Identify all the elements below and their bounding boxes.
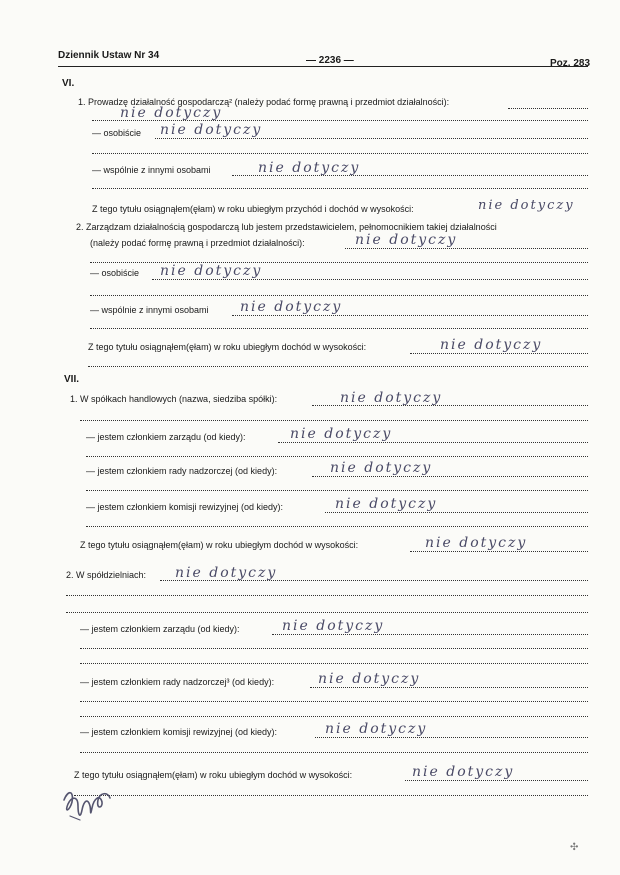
vii-2-question: 2. W spółdzielniach: [66,570,147,580]
answer-line [232,175,588,176]
answer-line [410,551,588,552]
answer-line [310,687,588,688]
answer-line [74,795,588,796]
header-rule [58,66,588,67]
vi-1-income-label: Z tego tytułu osiągnąłem(ęłam) w roku ubiegłym przychód i dochód w wysokości: [92,204,414,214]
vii-2-rada-answer: nie dotyczy [318,671,421,687]
answer-line [86,526,588,527]
vii-1-answer: nie dotyczy [340,390,443,406]
answer-line [345,248,588,249]
answer-line [80,648,588,649]
answer-line [155,138,588,139]
answer-line [410,353,588,354]
answer-line [92,120,588,121]
vii-1-rada-answer: nie dotyczy [330,460,433,476]
vii-1-zarzad-answer: nie dotyczy [290,426,393,442]
answer-line [278,442,588,443]
vii-1-zarzad-label: — jestem członkiem zarządu (od kiedy): [86,432,246,442]
section-vii-label: VII. [64,374,80,385]
vii-2-rada-label: — jestem członkiem rady nadzorczej³ (od kiedy): [80,677,275,687]
position-number: Poz. 283 [550,58,591,69]
vi-2-wspolnie-label: — wspólnie z innymi osobami [90,305,209,315]
vi-1-income-answer: nie dotyczy [478,198,575,213]
answer-line [405,780,588,781]
answer-line [66,612,588,613]
answer-line [160,580,588,581]
vi-2-osobiscie-answer: nie dotyczy [160,263,263,279]
vii-2-income-label: Z tego tytułu osiągnąłem(ęłam) w roku ubiegłym dochód w wysokości: [74,770,353,780]
answer-line [88,366,588,367]
vii-1-komisja-label: — jestem członkiem komisji rewizyjnej (od kiedy): [86,502,284,512]
vi-1-wspolnie-answer: nie dotyczy [258,160,361,176]
vi-2-income-label: Z tego tytułu osiągnąłem(ęłam) w roku ubiegłym dochód w wysokości: [88,342,367,352]
answer-line [80,716,588,717]
answer-line [325,512,588,513]
page-number: — 2236 — [306,55,354,66]
vi-1-wspolnie-label: — wspólnie z innymi osobami [92,165,211,175]
signature-icon [60,780,120,825]
answer-line [80,752,588,753]
vii-2-zarzad-answer: nie dotyczy [282,618,385,634]
answer-line [90,328,588,329]
answer-line [66,595,588,596]
answer-line [92,153,588,154]
answer-line [272,634,588,635]
vi-2-answer: nie dotyczy [355,232,458,248]
vii-2-zarzad-label: — jestem członkiem zarządu (od kiedy): [80,624,240,634]
answer-line [80,420,588,421]
vi-2-question-line2: (należy podać formę prawną i przedmiot działalności): [90,238,305,248]
answer-line [86,456,588,457]
vii-2-answer: nie dotyczy [175,565,278,581]
answer-line [86,490,588,491]
vi-2-osobiscie-label: — osobiście [90,268,140,278]
vii-2-income-answer: nie dotyczy [412,764,515,780]
section-vi-label: VI. [62,78,75,89]
vii-1-rada-label: — jestem członkiem rady nadzorczej (od kiedy): [86,466,278,476]
vii-1-question: 1. W spółkach handlowych (nazwa, siedziba spółki): [70,394,278,404]
vi-1-answer: nie dotyczy [120,105,223,121]
answer-line [152,279,588,280]
vii-1-income-answer: nie dotyczy [425,535,528,551]
vii-2-komisja-label: — jestem członkiem komisji rewizyjnej (od kiedy): [80,727,278,737]
vi-1-osobiscie-label: — osobiście [92,128,142,138]
vi-2-income-answer: nie dotyczy [440,337,543,353]
answer-line [80,663,588,664]
answer-line [508,108,588,109]
answer-line [80,701,588,702]
vi-2-wspolnie-answer: nie dotyczy [240,299,343,315]
scan-mark: ✣ [570,842,579,853]
vi-1-question: 1. Prowadzę działalność gospodarczą² (należy podać formę prawną i przedmiot działalności): [78,97,450,107]
answer-line [232,315,588,316]
answer-line [92,188,588,189]
answer-line [90,295,588,296]
vi-1-osobiscie-answer: nie dotyczy [160,122,263,138]
journal-title: Dziennik Ustaw Nr 34 [58,50,160,61]
answer-line [312,476,588,477]
vii-1-komisja-answer: nie dotyczy [335,496,438,512]
answer-line [315,737,588,738]
vii-2-komisja-answer: nie dotyczy [325,721,428,737]
vii-1-income-label: Z tego tytułu osiągnąłem(ęłam) w roku ubiegłym dochód w wysokości: [80,540,359,550]
vi-2-question-line1: 2. Zarządzam działalnością gospodarczą lub jestem przedstawicielem, pełnomocnikiem takiej działalności [76,222,497,232]
answer-line [312,405,588,406]
